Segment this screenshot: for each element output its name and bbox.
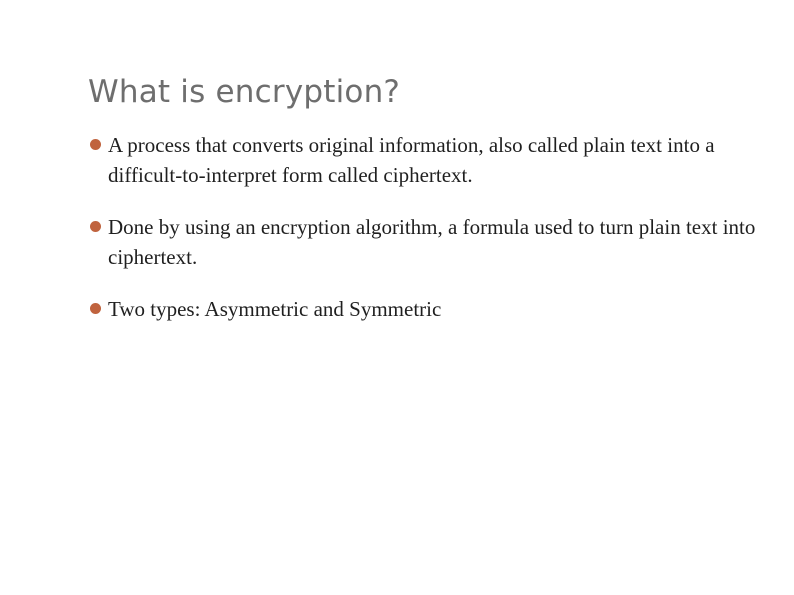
bullet-text: Done by using an encryption algorithm, a formula used to turn plain text into ciphertext. bbox=[108, 215, 756, 269]
bullet-text: Two types: Asymmetric and Symmetric bbox=[108, 297, 442, 321]
bullet-dot-icon bbox=[90, 303, 101, 314]
bullet-item bbox=[90, 130, 770, 190]
bullet-dot-icon bbox=[90, 221, 101, 232]
bullet-item bbox=[90, 212, 770, 272]
bullet-item bbox=[90, 294, 770, 324]
slide-title: What is encryption? bbox=[88, 74, 401, 110]
bullet-list bbox=[90, 130, 770, 324]
bullet-dot-icon bbox=[90, 139, 101, 150]
bullet-text: A process that converts original information, also called plain text into a difficult-to-interpret form called ciphertext. bbox=[108, 133, 715, 187]
